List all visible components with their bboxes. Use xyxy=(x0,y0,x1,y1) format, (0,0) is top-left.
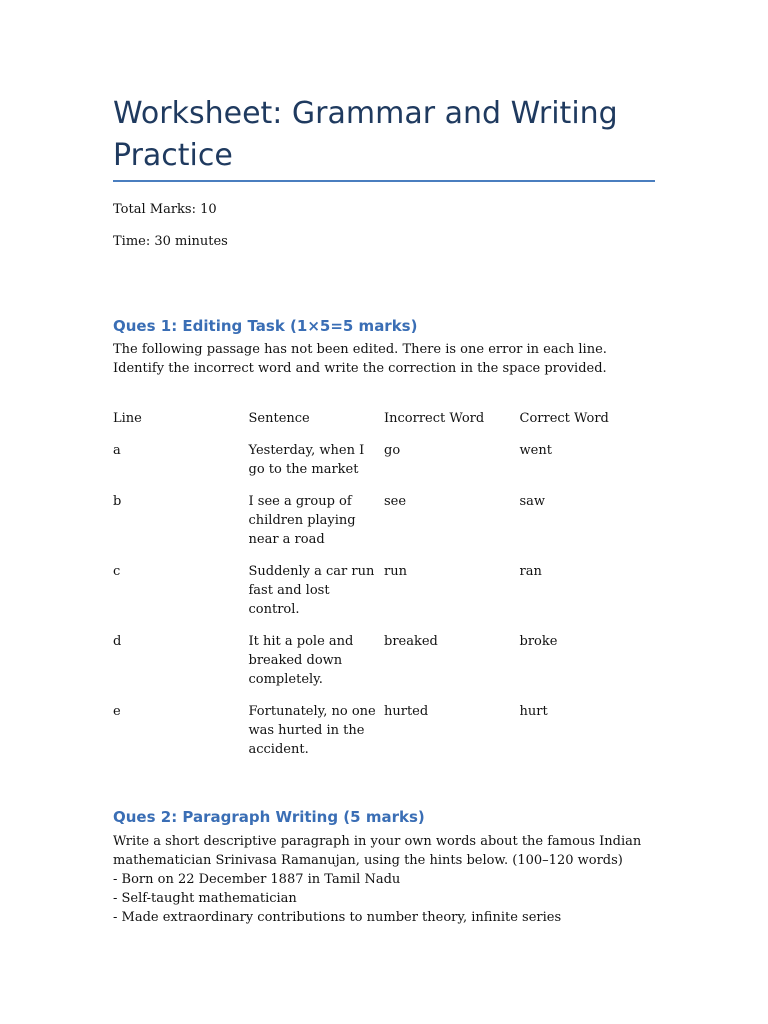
correct-word-cell: broke xyxy=(519,634,558,649)
hint-item: - Self-taught mathematician xyxy=(113,891,297,906)
line-cell: d xyxy=(113,634,122,649)
correct-word-cell: ran xyxy=(519,564,542,579)
table-row xyxy=(113,441,655,492)
time-allowed: Time: 30 minutes xyxy=(113,234,228,249)
incorrect-word-cell: breaked xyxy=(384,634,438,649)
q2-instructions: Write a short descriptive paragraph in your own words about the famous Indian mathematician Srinivasa Ramanujan, using the hints below. (100–120 words) xyxy=(113,834,642,868)
total-marks: Total Marks: 10 xyxy=(113,202,217,217)
line-cell: c xyxy=(113,564,121,579)
table-header-row xyxy=(113,409,655,441)
table-row xyxy=(113,562,655,632)
editing-task-table xyxy=(113,409,655,772)
incorrect-word-cell: run xyxy=(384,564,407,579)
column-header-line: Line xyxy=(113,411,142,426)
q1-instructions: The following passage has not been edited. There is one error in each line. Identify the incorrect word and write the correction in the space provided. xyxy=(113,342,607,376)
sentence-cell: Suddenly a car run fast and lost control. xyxy=(248,564,375,617)
correct-word-cell: saw xyxy=(519,494,546,509)
column-header-correct-word: Correct Word xyxy=(519,411,609,426)
line-cell: e xyxy=(113,704,121,719)
hint-item: - Made extraordinary contributions to number theory, infinite series xyxy=(113,910,562,925)
title-divider xyxy=(113,180,655,182)
correct-word-cell: hurt xyxy=(519,704,548,719)
line-cell: a xyxy=(113,443,121,458)
q2-heading: Ques 2: Paragraph Writing (5 marks) xyxy=(113,808,425,826)
sentence-cell: It hit a pole and breaked down completely. xyxy=(248,634,354,687)
hint-list xyxy=(113,870,655,927)
column-header-sentence: Sentence xyxy=(248,411,310,426)
sentence-cell: Yesterday, when I go to the market xyxy=(248,443,365,477)
table-row xyxy=(113,492,655,562)
q1-heading: Ques 1: Editing Task (1×5=5 marks) xyxy=(113,317,418,335)
column-header-incorrect-word: Incorrect Word xyxy=(384,411,485,426)
document-title: Worksheet: Grammar and Writing Practice xyxy=(113,96,618,173)
sentence-cell: Fortunately, no one was hurted in the accident. xyxy=(248,704,376,757)
table-row xyxy=(113,702,655,772)
incorrect-word-cell: go xyxy=(384,443,401,458)
correct-word-cell: went xyxy=(519,443,552,458)
line-cell: b xyxy=(113,494,122,509)
table-row xyxy=(113,632,655,702)
hint-item: - Born on 22 December 1887 in Tamil Nadu xyxy=(113,872,401,887)
incorrect-word-cell: hurted xyxy=(384,704,429,719)
sentence-cell: I see a group of children playing near a road xyxy=(248,494,356,547)
incorrect-word-cell: see xyxy=(384,494,407,509)
